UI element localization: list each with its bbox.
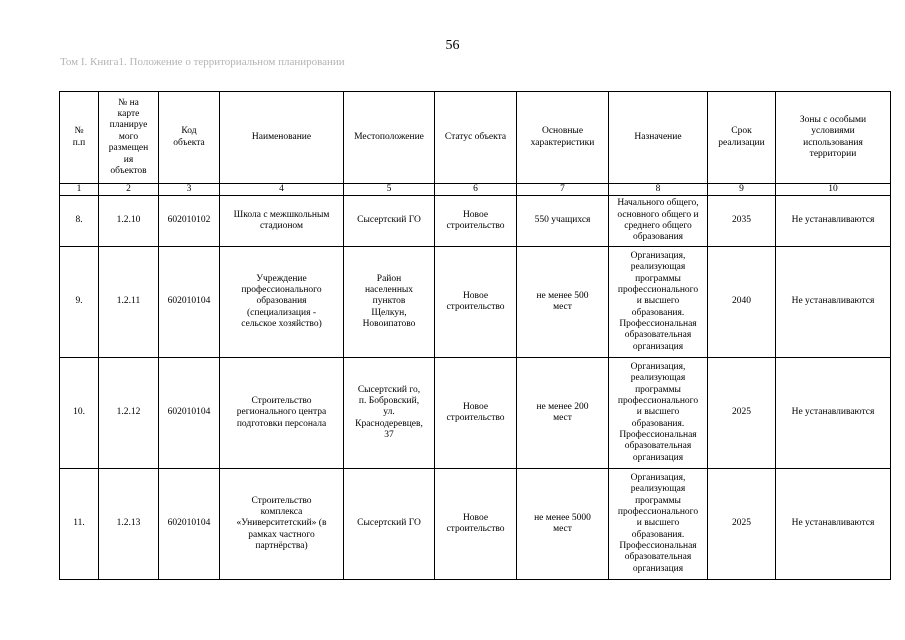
table-cell: 10. [60,358,99,469]
table-cell: Новое строительство [435,469,517,580]
table-cell: 2040 [708,247,776,358]
table-cell: Школа с межшкольным стадионом [220,196,344,247]
table-cell: 1.2.12 [99,358,159,469]
col-header: № на карте планируе мого размещен ия объектов [99,92,159,184]
table-cell: 602010102 [159,196,220,247]
table-cell: не менее 5000 мест [517,469,609,580]
table-cell: 602010104 [159,358,220,469]
col-index: 4 [220,184,344,196]
table-cell: 602010104 [159,469,220,580]
table-cell: Сысертский го, п. Бобровский, ул. Краснодеревцев, 37 [344,358,435,469]
table-cell: 1.2.11 [99,247,159,358]
table-cell: Район населенных пунктов Щелкун, Новоипатово [344,247,435,358]
col-index: 9 [708,184,776,196]
table-cell: Новое строительство [435,196,517,247]
table-cell: Не устанавливаются [776,247,891,358]
table-cell: Начального общего, основного общего и среднего общего образования [609,196,708,247]
table-cell: Не устанавливаются [776,196,891,247]
table-cell: не менее 500 мест [517,247,609,358]
table-cell: Новое строительство [435,247,517,358]
col-header: Статус объекта [435,92,517,184]
page-number: 56 [445,38,460,53]
table-cell: 9. [60,247,99,358]
table-cell: 2035 [708,196,776,247]
col-header: Код объекта [159,92,220,184]
table-cell: 2025 [708,469,776,580]
table-cell: Не устанавливаются [776,358,891,469]
table-cell: 1.2.13 [99,469,159,580]
table-cell: 8. [60,196,99,247]
running-header: Том I. Книга1. Положение о территориальном планировании [60,56,345,68]
header-row [60,92,891,184]
table-cell: 1.2.10 [99,196,159,247]
table-cell: Сысертский ГО [344,469,435,580]
table-row [60,358,891,469]
table-header [60,92,891,196]
col-index: 3 [159,184,220,196]
table-cell: Строительство комплекса «Университетский» (в рамках частного партнёрства) [220,469,344,580]
table-body [60,196,891,580]
col-index: 7 [517,184,609,196]
col-index: 6 [435,184,517,196]
col-header: Срок реализации [708,92,776,184]
col-header: Назначение [609,92,708,184]
col-index: 2 [99,184,159,196]
table-row [60,196,891,247]
col-header: № п.п [60,92,99,184]
table-cell: Организация, реализующая программы профессионального и высшего образования. Профессиональная образовательная организация [609,469,708,580]
table-cell: 2025 [708,358,776,469]
table-cell: 11. [60,469,99,580]
col-header: Основные характеристики [517,92,609,184]
col-index: 1 [60,184,99,196]
table-cell: Организация, реализующая программы профессионального и высшего образования. Профессиональная образовательная организация [609,358,708,469]
column-index-row [60,184,891,196]
table-cell: Новое строительство [435,358,517,469]
col-header: Зоны с особыми условиями использования территории [776,92,891,184]
col-header: Наименование [220,92,344,184]
table-cell: Сысертский ГО [344,196,435,247]
col-index: 8 [609,184,708,196]
col-index: 10 [776,184,891,196]
table-cell: Строительство регионального центра подготовки персонала [220,358,344,469]
table-row [60,469,891,580]
col-header: Местоположение [344,92,435,184]
planning-objects-table [59,91,891,580]
table-cell: 602010104 [159,247,220,358]
table-cell: 550 учащихся [517,196,609,247]
table-row [60,247,891,358]
col-index: 5 [344,184,435,196]
table-cell: Учреждение профессионального образования (специализация - сельское хозяйство) [220,247,344,358]
table-cell: Организация, реализующая программы профессионального и высшего образования. Профессиональная образовательная организация [609,247,708,358]
table-cell: не менее 200 мест [517,358,609,469]
table-cell: Не устанавливаются [776,469,891,580]
